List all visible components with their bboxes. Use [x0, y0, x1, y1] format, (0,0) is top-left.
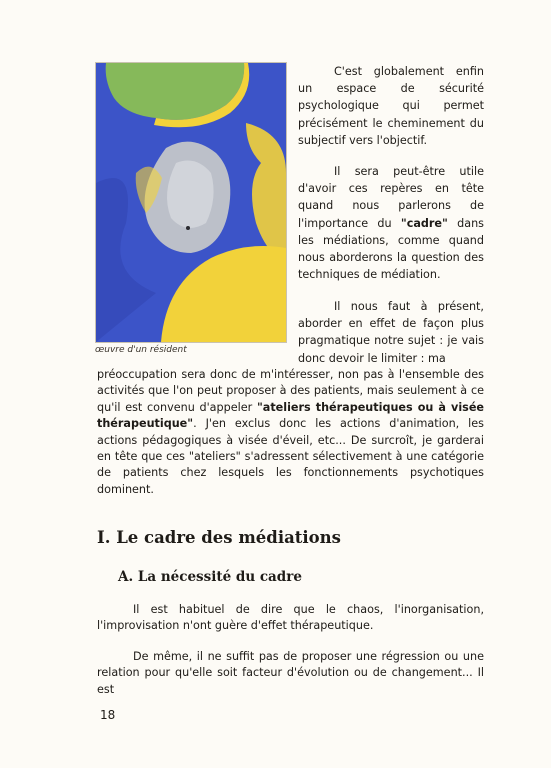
- resident-artwork-image: [95, 62, 287, 343]
- right-column-paragraph-3: Il nous faut à présent, aborder en effet de façon plus pragmatique notre sujet : je vais donc devoir le limiter : ma: [298, 300, 484, 365]
- cadre-bold-term: "cadre": [400, 216, 448, 230]
- artwork-grey-highlight: [167, 161, 214, 228]
- right-column-paragraph-2: [298, 163, 484, 283]
- section-heading: I. Le cadre des médiations: [97, 528, 341, 547]
- image-caption: œuvre d'un résident: [95, 345, 187, 355]
- section-body-paragraph-2: De même, il ne suffit pas de proposer une régression ou une relation pour qu'elle soit facteur d'évolution ou de changement... Il est: [97, 650, 484, 696]
- para2-text-end: dans les médiations, comme quand nous aborderons la question des techniques de médiation.: [298, 216, 484, 282]
- right-column-paragraph-1: C'est globalement enfin un espace de sécurité psychologique qui permet précisément le cheminement du subjectif vers l'objectif.: [298, 65, 484, 147]
- subsection-heading: A. La nécessité du cadre: [118, 569, 302, 585]
- continuation-text-end: . J'en exclus donc les actions d'animation, les actions pédagogiques à visée d'éveil, etc... De surcroît, je garderai en tête que ces "ateliers" s'adressent sélectivement à une catégorie de patients chez lesquels les fonctionnements psychotiques dominent.: [97, 417, 484, 496]
- section-body-paragraph-1: Il est habituel de dire que le chaos, l'inorganisation, l'improvisation n'ont guère d'effet thérapeutique.: [97, 603, 484, 633]
- ateliers-bold-term: "ateliers thérapeutiques ou à visée thérapeutique": [97, 400, 484, 431]
- continuation-text-start: préoccupation sera donc de m'intéresser, non pas à l'ensemble des activités que l'on peut proposer à des patients, mais seulement à ce qu'il est convenu d'appeler: [97, 368, 484, 414]
- body-continuation-paragraph: [97, 367, 484, 498]
- page-number: 18: [100, 708, 116, 722]
- para2-text-start: Il sera peut-être utile d'avoir ces repères en tête quand nous parlerons de l'importance du: [298, 165, 484, 230]
- artwork-dark-spot: [186, 226, 190, 230]
